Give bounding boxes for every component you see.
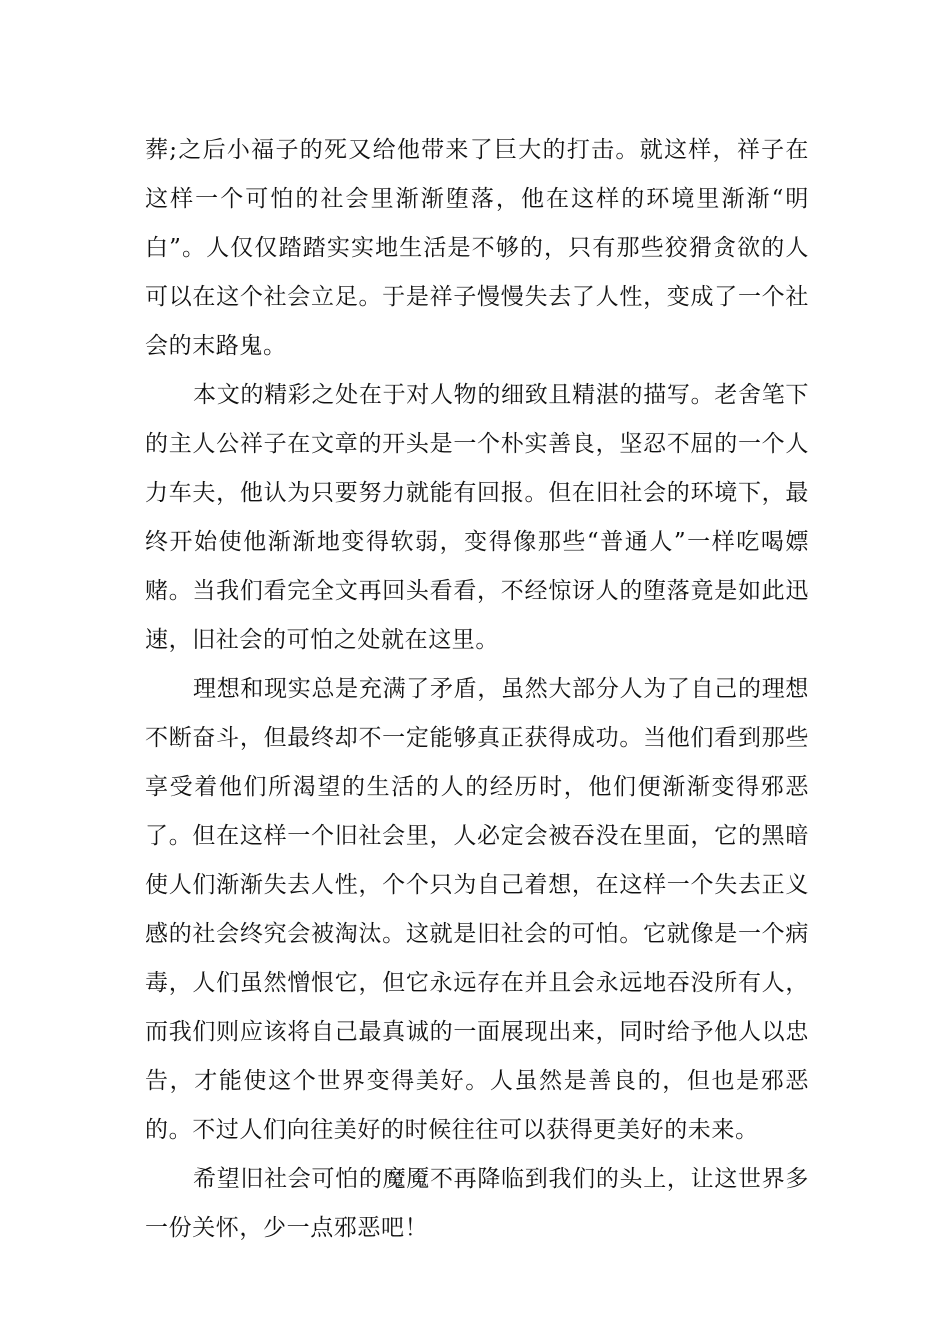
paragraph-3: 理想和现实总是充满了矛盾，虽然大部分人为了自己的理想不断奋斗，但最终却不一定能够真正获得成功。当他们看到那些享受着他们所渴望的生活的人的经历时，他们便渐渐变得邪恶了。但在这样一个旧社会里，人必定会被吞没在里面，它的黑暗使人们渐渐失去人性，个个只为自己着想，在这样一个失去正义感的社会终究会被淘汰。这就是旧社会的可怕。它就像是一个病毒，人们虽然憎恨它，但它永远存在并且会永远地吞没所有人，而我们则应该将自己最真诚的一面展现出来，同时给予他人以忠告，才能使这个世界变得美好。人虽然是善良的，但也是邪恶的。不过人们向往美好的时候往往可以获得更美好的未来。 (145, 676, 809, 1143)
body-text (145, 126, 809, 1253)
paragraph-1: 葬;之后小福子的死又给他带来了巨大的打击。就这样，祥子在这样一个可怕的社会里渐渐堕落，他在这样的环境里渐渐“明白”。人仅仅踏踏实实地生活是不够的，只有那些狡猾贪欲的人可以在这个社会立足。于是祥子慢慢失去了人性，变成了一个社会的末路鬼。 (145, 137, 809, 359)
paragraph-2: 本文的精彩之处在于对人物的细致且精湛的描写。老舍笔下的主人公祥子在文章的开头是一个朴实善良，坚忍不屈的一个人力车夫，他认为只要努力就能有回报。但在旧社会的环境下，最终开始使他渐渐地变得软弱，变得像那些“普通人”一样吃喝嫖赌。当我们看完全文再回头看看，不经惊讶人的堕落竟是如此迅速，旧社会的可怕之处就在这里。 (145, 382, 809, 653)
paragraph-4: 希望旧社会可怕的魔魇不再降临到我们的头上，让这世界多一份关怀，少一点邪恶吧！ (145, 1166, 809, 1241)
